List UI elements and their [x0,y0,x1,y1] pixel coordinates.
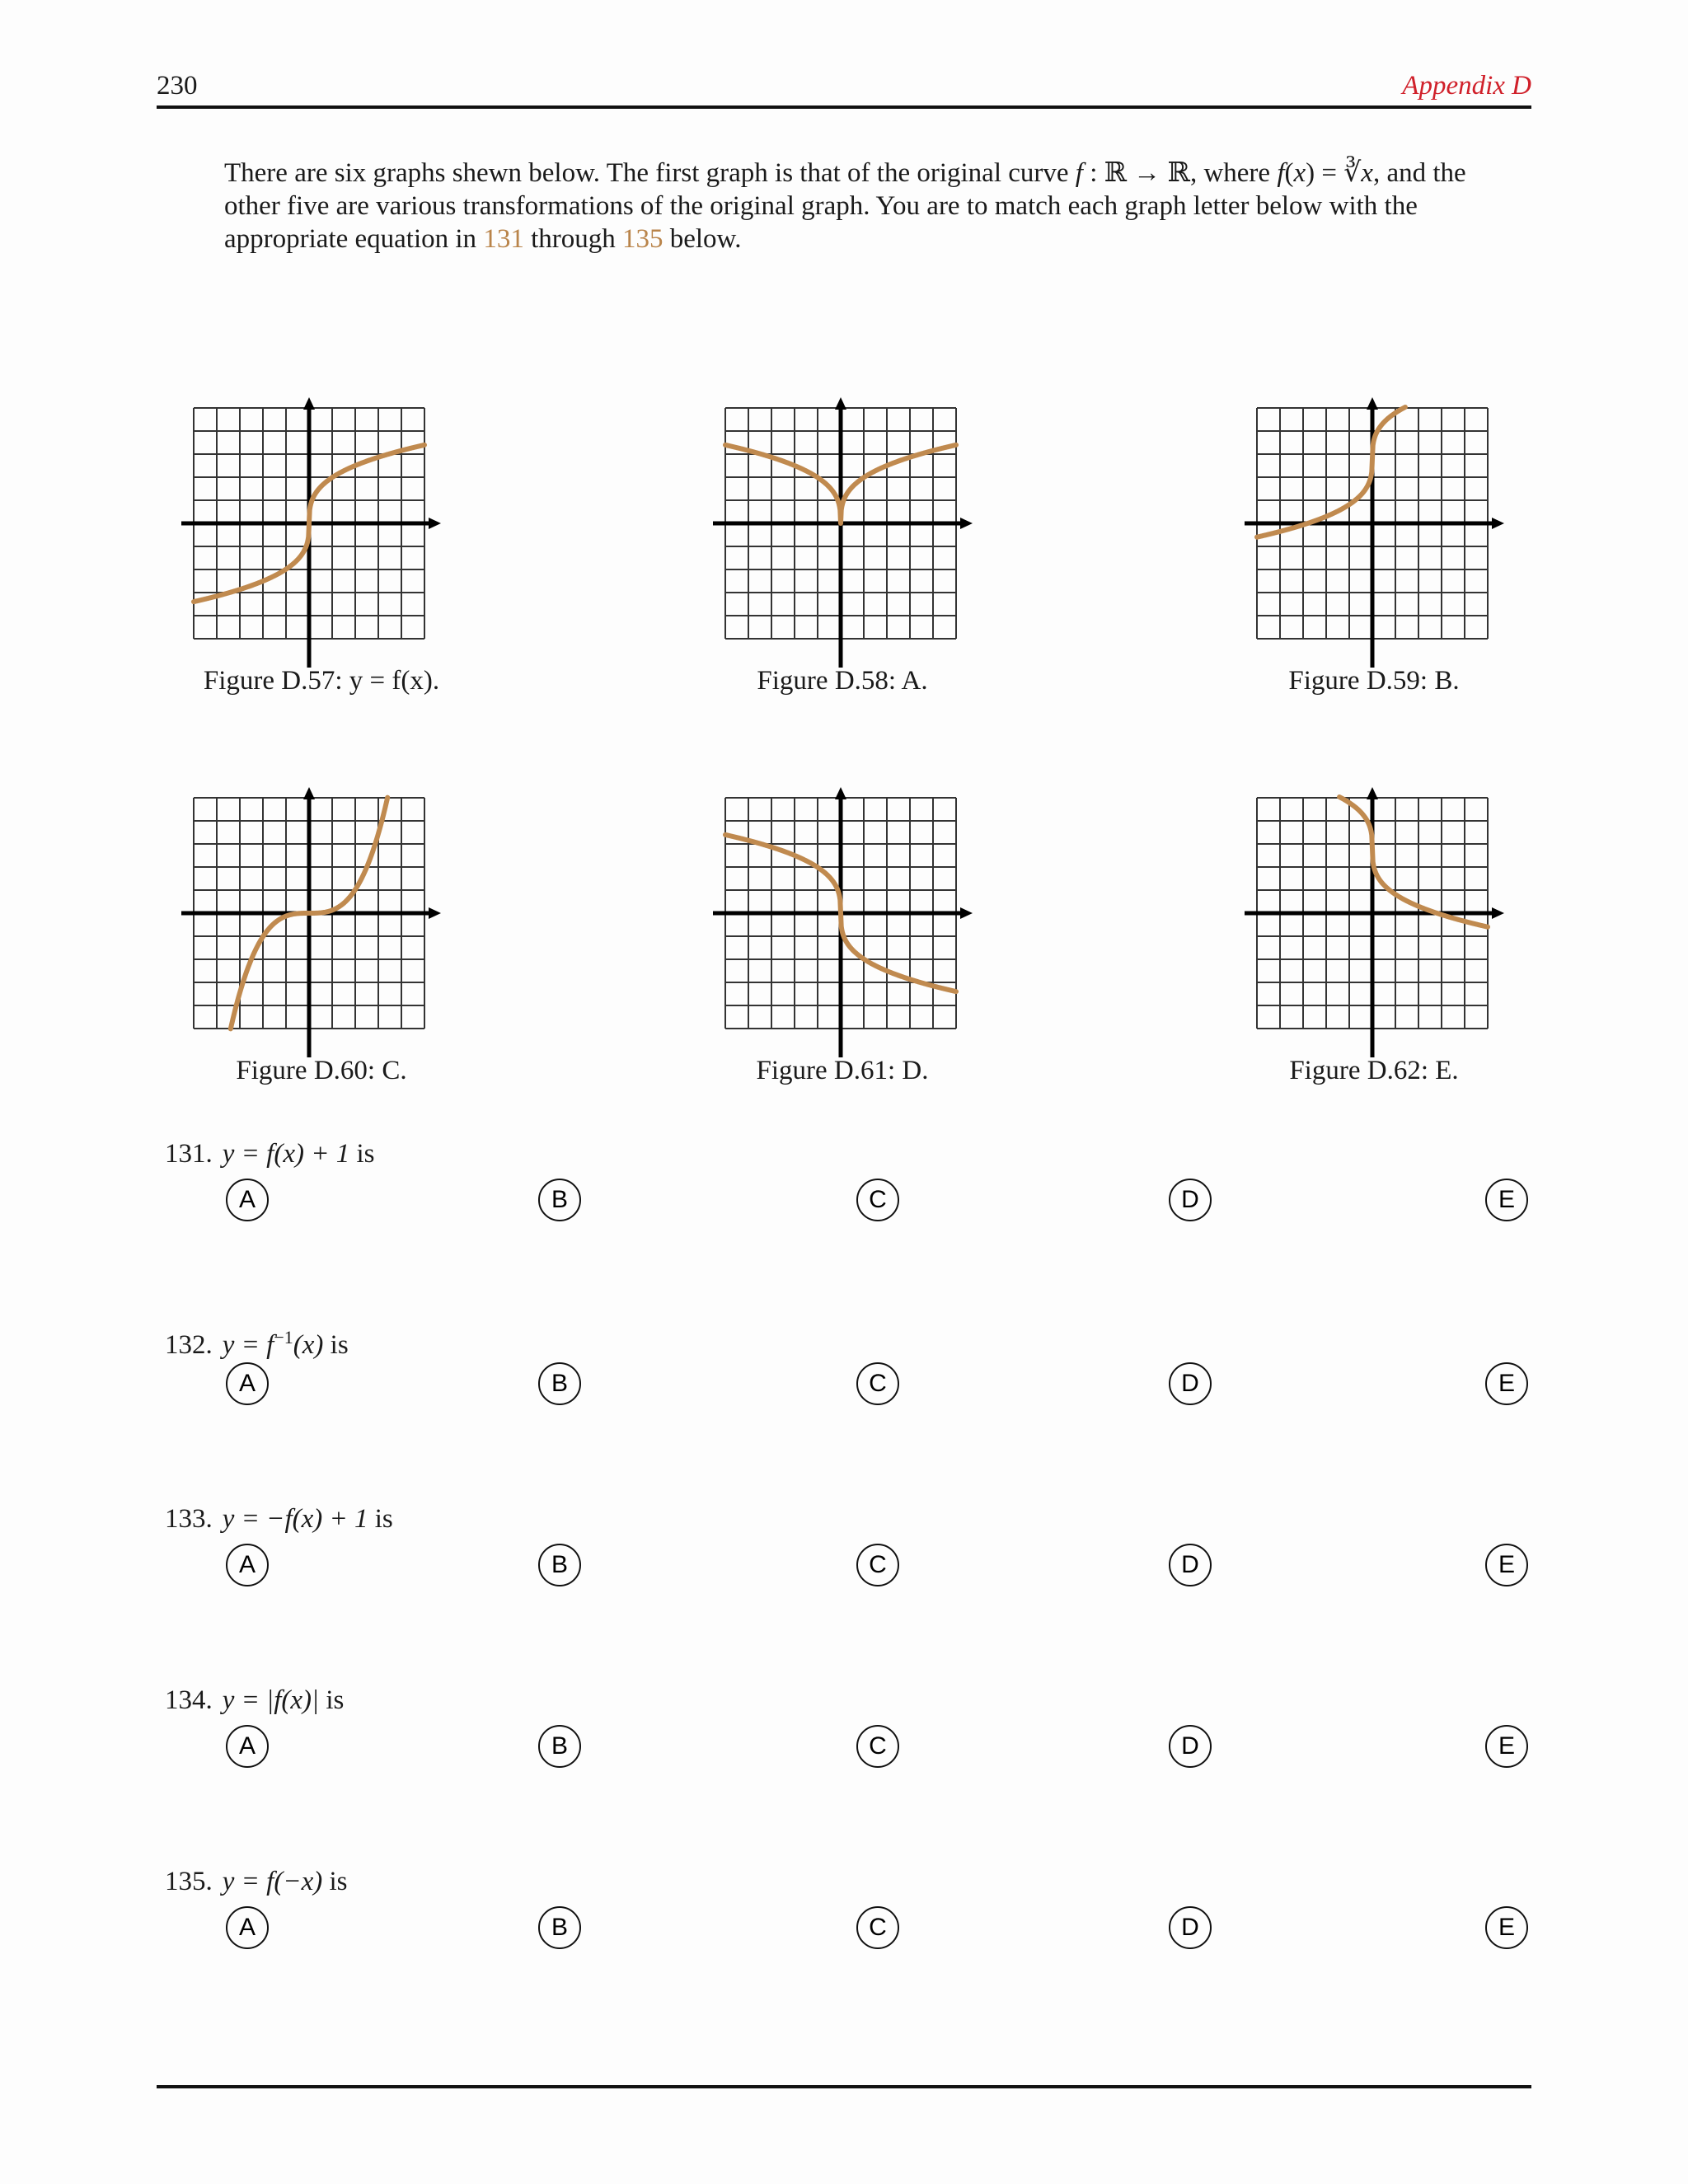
question-135 [165,1865,1550,1941]
x-axis-arrow-icon [429,907,441,919]
choice-a-button[interactable]: A [226,1179,269,1221]
figure-graph-b [1245,396,1517,668]
choice-a-button[interactable]: A [226,1362,269,1405]
top-rule [157,105,1531,109]
choice-b-button[interactable]: B [538,1362,581,1405]
question-statement: 132. $y = f^{-1}(x)$ is [165,1327,349,1360]
choice-d-button[interactable]: D [1169,1362,1212,1405]
choice-c-button[interactable]: C [856,1179,899,1221]
question-133 [165,1502,1550,1578]
y-axis-arrow-icon [1367,787,1378,799]
x-axis-arrow-icon [1492,518,1504,529]
x-axis-arrow-icon [960,907,973,919]
choice-e-button[interactable]: E [1485,1544,1528,1586]
question-132 [165,1321,1550,1397]
choice-c-button[interactable]: C [856,1544,899,1586]
figure-caption: Figure D.57: y = f(x). [203,666,440,696]
function-curve [1257,407,1405,537]
page-number: 230 [157,71,198,101]
exercise-link-131[interactable]: 131 [483,224,524,254]
y-axis-arrow-icon [303,787,315,799]
question-statement: 134. y = |f(x)| is [165,1685,345,1715]
answer-choices [165,1179,1550,1228]
intro-paragraph [224,157,1535,255]
figure-caption: Figure D.62: E. [1289,1056,1459,1085]
answer-choices [165,1544,1550,1593]
choice-d-button[interactable]: D [1169,1725,1212,1768]
figure-caption: Figure D.58: A. [757,666,928,696]
y-axis-arrow-icon [835,787,846,799]
function-curve [1339,797,1488,927]
choice-e-button[interactable]: E [1485,1725,1528,1768]
question-statement: 135. y = f(−x) is [165,1867,348,1896]
choice-b-button[interactable]: B [538,1179,581,1221]
figure-caption: Figure D.61: D. [756,1056,929,1085]
intro-line-1: There are six graphs shewn below. The first graph is that of the original curve f : ℝ → ℝ, where f(x) = ∛x, and the [224,158,1466,188]
choice-e-button[interactable]: E [1485,1179,1528,1221]
choice-e-button[interactable]: E [1485,1906,1528,1949]
question-statement: 131. y = f(x) + 1 is [165,1139,375,1169]
answer-choices [165,1906,1550,1956]
choice-c-button[interactable]: C [856,1362,899,1405]
chapter-title: Appendix D [1402,71,1531,101]
question-131 [165,1137,1550,1213]
x-axis-arrow-icon [960,518,973,529]
intro-line-2: other five are various transformations of the original graph. You are to match each graph letter below with the [224,191,1418,221]
figure-original-graph [181,396,453,668]
choice-b-button[interactable]: B [538,1544,581,1586]
y-axis-arrow-icon [835,397,846,410]
x-axis-arrow-icon [1492,907,1504,919]
figure-graph-d [713,785,985,1057]
choice-c-button[interactable]: C [856,1725,899,1768]
question-statement: 133. y = −f(x) + 1 is [165,1504,393,1534]
choice-c-button[interactable]: C [856,1906,899,1949]
answer-choices [165,1725,1550,1774]
choice-d-button[interactable]: D [1169,1179,1212,1221]
figure-caption: Figure D.60: C. [236,1056,407,1085]
exercise-link-135[interactable]: 135 [621,224,663,254]
answer-choices [165,1362,1550,1412]
y-axis-arrow-icon [1367,397,1378,410]
figure-caption: Figure D.59: B. [1288,666,1460,696]
y-axis-arrow-icon [303,397,315,410]
choice-d-button[interactable]: D [1169,1906,1212,1949]
choice-d-button[interactable]: D [1169,1544,1212,1586]
intro-line-3: appropriate equation in 131 through 135 below. [224,224,742,254]
choice-b-button[interactable]: B [538,1906,581,1949]
choice-b-button[interactable]: B [538,1725,581,1768]
choice-a-button[interactable]: A [226,1906,269,1949]
choice-a-button[interactable]: A [226,1725,269,1768]
question-134 [165,1684,1550,1760]
bottom-rule [157,2085,1531,2088]
figure-graph-c [181,785,453,1057]
choice-e-button[interactable]: E [1485,1362,1528,1405]
figure-graph-e [1245,785,1517,1057]
x-axis-arrow-icon [429,518,441,529]
figure-graph-a [713,396,985,668]
choice-a-button[interactable]: A [226,1544,269,1586]
